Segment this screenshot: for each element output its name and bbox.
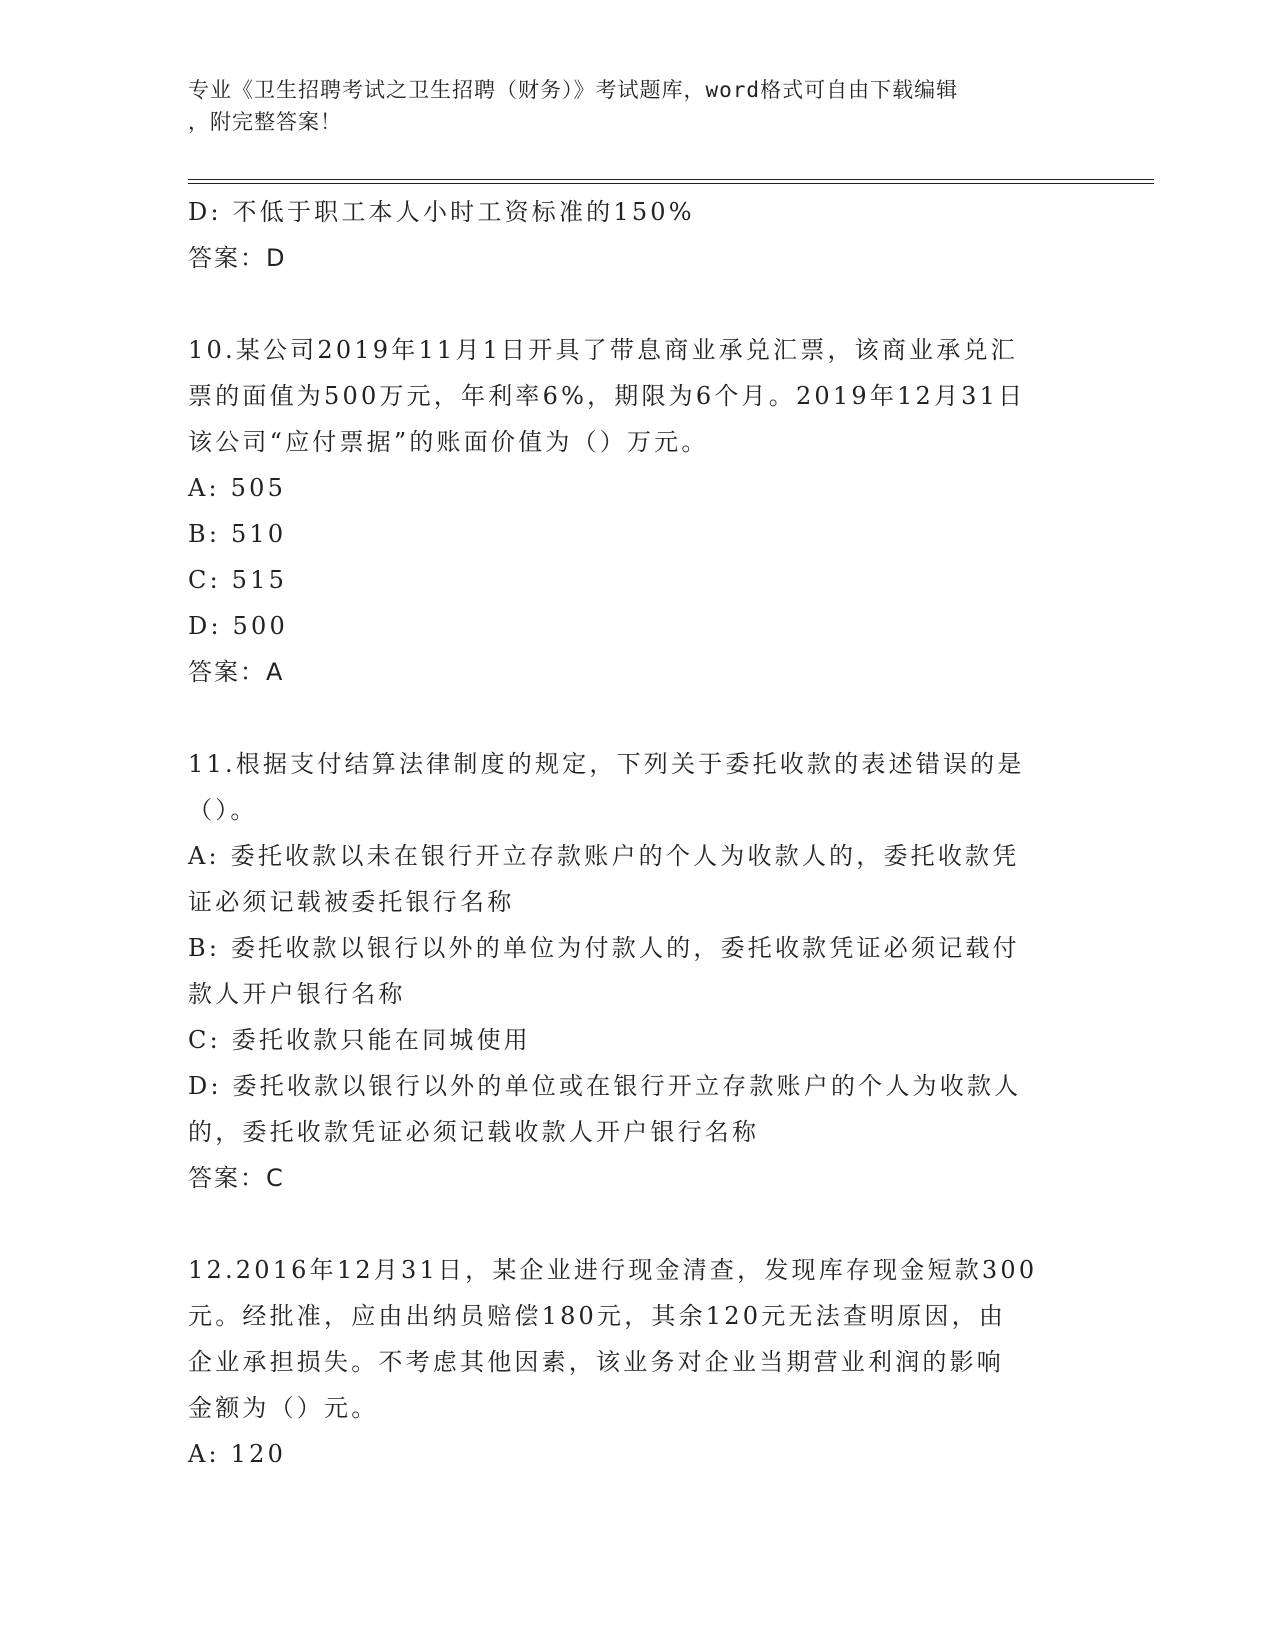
document-header — [188, 74, 1068, 138]
spacer — [188, 695, 1088, 741]
question-stem-line: 元。经批准，应由出纳员赔偿180元，其余120元无法查明原因，由 — [188, 1302, 1007, 1330]
question-stem-line: 12.2016年12月31日，某企业进行现金清查，发现库存现金短款300 — [188, 1256, 1038, 1284]
question-stem-line: 票的面值为500万元，年利率6%，期限为6个月。2019年12月31日 — [188, 382, 1026, 410]
question-stem-line: 企业承担损失。不考虑其他因素，该业务对企业当期营业利润的影响 — [188, 1348, 1004, 1376]
question-stem-line: （）。 — [188, 796, 258, 824]
option-c: C: 委托收款只能在同城使用 — [188, 1026, 531, 1054]
header-line-1: 专业《卫生招聘考试之卫生招聘（财务）》考试题库，word格式可自由下载编辑 — [188, 78, 959, 102]
option-a-line: A: 委托收款以未在银行开立存款账户的个人为收款人的，委托收款凭 — [188, 842, 1020, 870]
option-b-line: B: 委托收款以银行以外的单位为付款人的，委托收款凭证必须记载付 — [188, 934, 1020, 962]
option-c: C: 515 — [188, 566, 288, 594]
header-divider-bottom — [188, 183, 1154, 184]
header-divider-top — [188, 179, 1154, 180]
question-stem-line: 该公司“应付票据”的账面价值为（）万元。 — [188, 428, 709, 456]
question-stem-line: 10.某公司2019年11月1日开具了带息商业承兑汇票，该商业承兑汇 — [188, 336, 1018, 364]
header-line-2: ，附完整答案！ — [188, 110, 342, 134]
option-a-line: 证必须记载被委托银行名称 — [188, 888, 515, 916]
option-b-line: 款人开户银行名称 — [188, 980, 406, 1008]
spacer — [188, 1201, 1088, 1247]
option-d: D: 500 — [188, 612, 288, 640]
spacer — [188, 281, 1088, 327]
option-a: A: 120 — [188, 1440, 287, 1468]
answer: 答案：D — [188, 244, 287, 272]
question-9-tail — [188, 189, 1088, 281]
question-10 — [188, 327, 1088, 695]
option-d-line: D: 委托收款以银行以外的单位或在银行开立存款账户的个人为收款人 — [188, 1072, 1022, 1100]
question-12 — [188, 1247, 1088, 1477]
option-d-line: 的，委托收款凭证必须记载收款人开户银行名称 — [188, 1118, 760, 1146]
answer: 答案：C — [188, 1164, 285, 1192]
option-b: B: 510 — [188, 520, 287, 548]
question-stem-line: 金额为（）元。 — [188, 1394, 379, 1422]
option-a: A: 505 — [188, 474, 287, 502]
answer: 答案：A — [188, 658, 285, 686]
question-stem-line: 11.根据支付结算法律制度的规定，下列关于委托收款的表述错误的是 — [188, 750, 1025, 778]
document-body — [188, 189, 1088, 1477]
option-d: D: 不低于职工本人小时工资标准的150% — [188, 198, 695, 226]
question-11 — [188, 741, 1088, 1201]
